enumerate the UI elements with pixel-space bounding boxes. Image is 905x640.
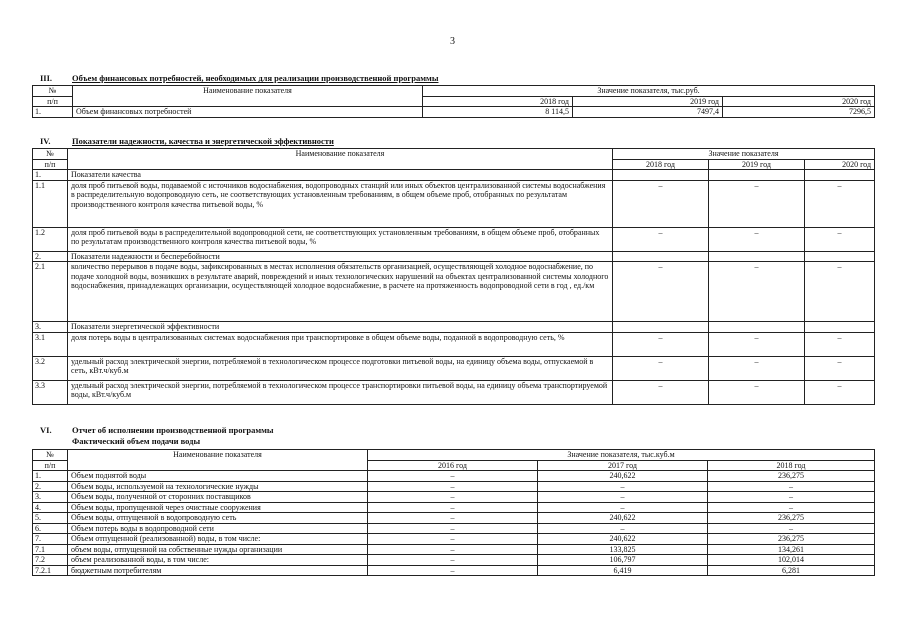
col-header-name: Наименование показателя <box>73 86 423 107</box>
row-value: – <box>708 492 875 503</box>
row-value: – <box>709 356 805 380</box>
row-value: – <box>368 502 538 513</box>
row-value: – <box>538 523 708 534</box>
row-name: Объем финансовых потребностей <box>73 107 423 118</box>
section4-title: Показатели надежности, качества и энергетической эффективности <box>72 136 334 146</box>
table-row <box>33 180 875 227</box>
empty-cell <box>805 170 875 181</box>
empty-cell <box>613 251 709 262</box>
row-name: Объем воды, полученной от сторонних поставщиков <box>68 492 368 503</box>
row-number: 6. <box>33 523 68 534</box>
row-name: удельный расход электрической энергии, потребляемой в технологическом процессе транспортировки питьевой воды, на единицу объема транспортируемой воды, кВт.ч/куб.м <box>68 380 613 404</box>
row-name: удельный расход электрической энергии, потребляемой в технологическом процессе подготовки питьевой воды, на единицу объема воды, отпускаемой в сеть, кВт.ч/куб.м <box>68 356 613 380</box>
year-header: 2018 год <box>613 159 709 170</box>
row-number: 2.1 <box>33 262 68 322</box>
row-value: 7296,5 <box>723 107 875 118</box>
row-number: 3.3 <box>33 380 68 404</box>
row-value: – <box>368 523 538 534</box>
row-value: 236,275 <box>708 534 875 545</box>
row-number: 7. <box>33 534 68 545</box>
section6-table <box>32 449 875 576</box>
row-name: количество перерывов в подаче воды, зафиксированных в местах исполнения обязательств организацией, осуществляющей холодное водоснабжение, по подаче холодной воды, возникших в результате аварий, повреждений и иных технологических нарушений на объектах централизованной системы холодного водоснабжения, принадлежащих организации, осуществляющей холодное водоснабжение, в расчете на протяженность водопроводной сети в год , ед./км <box>68 262 613 322</box>
table-row <box>33 251 875 262</box>
row-value: 240,622 <box>538 513 708 524</box>
row-name: доля проб питьевой воды, подаваемой с источников водоснабжения, водопроводных станций или иных объектов централизованной системы водоснабжения в распределительную водопроводную сеть, не соответствующих установленным требованиям, в общем объеме проб, отобранных по результатам производственного контроля качества питьевой воды, % <box>68 180 613 227</box>
section6-heading <box>40 426 274 435</box>
col-header-no: № <box>33 86 73 97</box>
row-value: – <box>709 180 805 227</box>
row-value: – <box>368 513 538 524</box>
row-value: 106,797 <box>538 555 708 566</box>
col-header-value: Значение показателя, тыс.руб. <box>423 86 875 97</box>
row-number: 3.1 <box>33 332 68 356</box>
table-row <box>33 471 875 482</box>
page-number: 3 <box>450 36 455 47</box>
year-header: 2019 год <box>709 159 805 170</box>
col-header-pp: п/п <box>33 159 68 170</box>
row-value: – <box>708 481 875 492</box>
row-value: – <box>709 262 805 322</box>
table-row <box>33 380 875 404</box>
section6-number: VI. <box>40 425 52 435</box>
row-number: 1.1 <box>33 180 68 227</box>
row-value: – <box>368 471 538 482</box>
section3-heading <box>40 74 438 83</box>
row-name: Показатели надежности и бесперебойности <box>68 251 613 262</box>
row-number: 2. <box>33 481 68 492</box>
year-header: 2018 год <box>423 96 573 107</box>
empty-cell <box>805 322 875 333</box>
section4-heading <box>40 137 334 146</box>
row-name: доля потерь воды в централизованных системах водоснабжения при транспортировке в общем объеме воды, поданной в водопроводную сеть, % <box>68 332 613 356</box>
row-number: 3.2 <box>33 356 68 380</box>
col-header-name: Наименование показателя <box>68 450 368 471</box>
row-value: 7497,4 <box>573 107 723 118</box>
row-value: – <box>538 492 708 503</box>
row-value: 133,825 <box>538 544 708 555</box>
empty-cell <box>709 322 805 333</box>
row-value: – <box>709 332 805 356</box>
table-row <box>33 565 875 576</box>
row-value: – <box>368 555 538 566</box>
row-name: объем реализованной воды, в том числе: <box>68 555 368 566</box>
year-header: 2019 год <box>573 96 723 107</box>
row-value: – <box>368 534 538 545</box>
row-value: 6,419 <box>538 565 708 576</box>
row-name: Объем отпущенной (реализованной) воды, в том числе: <box>68 534 368 545</box>
table-row <box>33 107 875 118</box>
row-value: – <box>538 502 708 513</box>
row-value: 102,014 <box>708 555 875 566</box>
empty-cell <box>805 251 875 262</box>
section4-table <box>32 148 875 405</box>
row-value: – <box>368 492 538 503</box>
row-value: 6,281 <box>708 565 875 576</box>
row-name: Объем воды, используемой на технологические нужды <box>68 481 368 492</box>
row-value: 134,261 <box>708 544 875 555</box>
row-value: – <box>708 502 875 513</box>
row-value: 240,622 <box>538 534 708 545</box>
empty-cell <box>709 170 805 181</box>
row-value: – <box>613 262 709 322</box>
col-header-pp: п/п <box>33 460 68 471</box>
row-number: 7.2.1 <box>33 565 68 576</box>
row-value: – <box>805 180 875 227</box>
row-number: 7.1 <box>33 544 68 555</box>
table-row <box>33 492 875 503</box>
col-header-no: № <box>33 149 68 160</box>
row-value: 236,275 <box>708 513 875 524</box>
row-value: – <box>805 380 875 404</box>
empty-cell <box>709 251 805 262</box>
row-number: 1. <box>33 107 73 118</box>
table-row <box>33 170 875 181</box>
col-header-pp: п/п <box>33 96 73 107</box>
row-value: – <box>805 227 875 251</box>
col-header-name: Наименование показателя <box>68 149 613 170</box>
row-value: – <box>805 262 875 322</box>
row-value: – <box>368 565 538 576</box>
row-number: 1. <box>33 170 68 181</box>
row-name: Объем поднятой воды <box>68 471 368 482</box>
row-value: – <box>709 227 805 251</box>
table-row <box>33 356 875 380</box>
row-name: доля проб питьевой воды в распределительной водопроводной сети, не соответствующих установленным требованиям, в общем объеме проб, отобранных по результатам производственного контроля качества питьевой воды, % <box>68 227 613 251</box>
row-value: 236,275 <box>708 471 875 482</box>
row-value: – <box>613 332 709 356</box>
section3-table <box>32 85 875 118</box>
row-value: – <box>368 481 538 492</box>
table-row <box>33 322 875 333</box>
table-row <box>33 555 875 566</box>
table-row <box>33 523 875 534</box>
row-value: – <box>613 227 709 251</box>
table-row <box>33 262 875 322</box>
row-number: 3. <box>33 492 68 503</box>
row-number: 7.2 <box>33 555 68 566</box>
col-header-value: Значение показателя, тыс.куб.м <box>368 450 875 461</box>
table-row <box>33 332 875 356</box>
row-number: 2. <box>33 251 68 262</box>
row-number: 5. <box>33 513 68 524</box>
row-value: – <box>708 523 875 534</box>
row-name: бюджетным потребителям <box>68 565 368 576</box>
row-value: – <box>805 356 875 380</box>
row-value: – <box>613 380 709 404</box>
row-number: 1. <box>33 471 68 482</box>
table-row <box>33 544 875 555</box>
table-row <box>33 227 875 251</box>
row-name: Объем воды, отпущенной в водопроводную сеть <box>68 513 368 524</box>
table-row <box>33 481 875 492</box>
year-header: 2020 год <box>805 159 875 170</box>
row-number: 3. <box>33 322 68 333</box>
row-value: – <box>613 356 709 380</box>
row-name: Показатели энергетической эффективности <box>68 322 613 333</box>
section6-title: Отчет об исполнении производственной программы <box>72 425 274 435</box>
row-number: 4. <box>33 502 68 513</box>
col-header-no: № <box>33 450 68 461</box>
row-name: Показатели качества <box>68 170 613 181</box>
row-number: 1.2 <box>33 227 68 251</box>
row-value: – <box>368 544 538 555</box>
row-value: – <box>538 481 708 492</box>
table-row <box>33 534 875 545</box>
table-row <box>33 502 875 513</box>
section4-number: IV. <box>40 136 51 146</box>
empty-cell <box>613 170 709 181</box>
section3-number: III. <box>40 73 53 83</box>
section3-title: Объем финансовых потребностей, необходимых для реализации производственной программы <box>72 73 439 83</box>
empty-cell <box>613 322 709 333</box>
row-value: 240,622 <box>538 471 708 482</box>
table-row <box>33 513 875 524</box>
row-name: Объем воды, пропущенной через очистные сооружения <box>68 502 368 513</box>
section6-subtitle: Фактический объем подачи воды <box>72 436 201 446</box>
year-header: 2020 год <box>723 96 875 107</box>
row-value: – <box>709 380 805 404</box>
row-value: – <box>613 180 709 227</box>
year-header: 2017 год <box>538 460 708 471</box>
year-header: 2016 год <box>368 460 538 471</box>
col-header-value: Значение показателя <box>613 149 875 160</box>
row-name: Объем потерь воды в водопроводной сети <box>68 523 368 534</box>
row-value: 8 114,5 <box>423 107 573 118</box>
row-name: объем воды, отпущенной на собственные нужды организации <box>68 544 368 555</box>
year-header: 2018 год <box>708 460 875 471</box>
row-value: – <box>805 332 875 356</box>
